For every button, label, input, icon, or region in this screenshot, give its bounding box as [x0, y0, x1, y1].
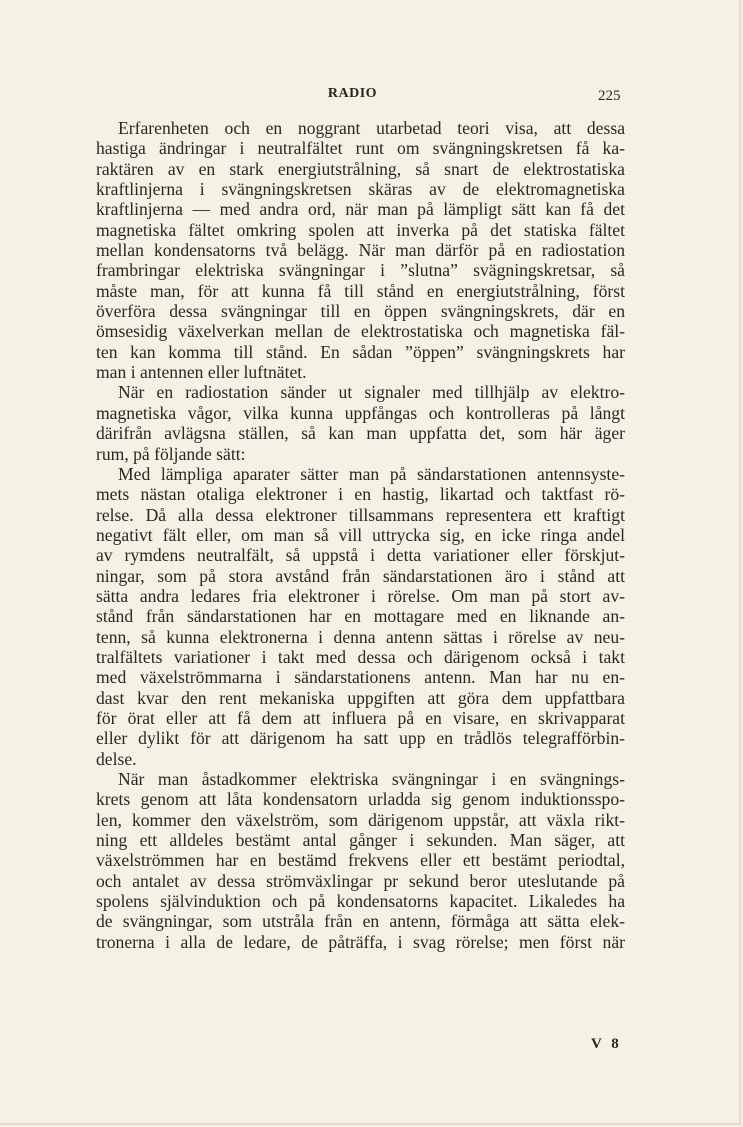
text-line: ömsesidig växelverkan mellan de elektrostatiska och magnetiska fäl-	[96, 321, 625, 342]
paragraph	[96, 118, 625, 382]
text-line: krets genom att låta kondensatorn urladda sig genom induktionsspo-	[96, 789, 625, 810]
text-line: ten kan komma till stånd. En sådan ”öppen” svängningskrets har	[96, 341, 625, 362]
text-line: mets nästan otaliga elektroner i en hastig, likartad och taktfast rö-	[96, 484, 625, 505]
text-line: raktären av en stark energiutstrålning, så snart de elektrostatiska	[96, 158, 625, 179]
text-line: rum, på följande sätt:	[96, 443, 246, 464]
text-line: man i antennen eller luftnätet.	[96, 362, 307, 383]
body-text	[96, 118, 625, 952]
text-line: och antalet av dessa strömväxlingar pr sekund beror uteslutande på	[96, 870, 625, 891]
paragraph	[96, 464, 625, 769]
paragraph	[96, 769, 625, 952]
text-line: av rymdens neutralfält, så uppstå i detta variationer eller förskjut-	[96, 545, 625, 566]
text-line: tralfältets variationer i takt med dessa och därigenom också i takt	[96, 646, 625, 667]
text-line: med växelströmmarna i sändarstationens antenn. Man har nu en-	[96, 667, 625, 688]
signature-mark: V 8	[591, 1036, 622, 1052]
running-header-title: RADIO	[327, 86, 378, 101]
text-line: stånd från sändarstationen har en mottagare med en liknande an-	[96, 606, 625, 627]
text-line: för örat eller att få dem att influera på en visare, en skrivapparat	[96, 707, 625, 728]
page-number: 225	[598, 88, 621, 104]
text-line: eller dylikt för att därigenom ha satt upp en trådlös telegrafförbin-	[96, 728, 625, 749]
text-line: sätta andra ledares fria elektroner i rörelse. Om man på stort av-	[96, 585, 625, 606]
text-line: överföra dessa svängningar till en öppen svängningskrets, där en	[96, 301, 625, 322]
text-line: magnetiska fältet omkring spolen att inverka på det statiska fältet	[96, 219, 625, 240]
text-line: mellan kondensatorns två belägg. När man därför på en radiostation	[96, 240, 625, 261]
text-line: delse.	[96, 748, 137, 769]
text-line: kraftlinjerna i svängningskretsen skäras av de elektromagnetiska	[96, 179, 625, 200]
text-line: ningar, som på stora avstånd från sändarstationen äro i stånd att	[96, 565, 625, 586]
text-line: måste man, för att kunna få till stånd en energiutstrålning, först	[96, 280, 625, 301]
paragraph	[96, 382, 625, 463]
text-line: tenn, så kunna elektronerna i denna antenn sättas i rörelse av neu-	[96, 626, 625, 647]
text-line: dast kvar den rent mekaniska uppgiften att göra dem uppfattbara	[96, 687, 625, 708]
text-line: tronerna i alla de ledare, de påträffa, i svag rörelse; men först när	[96, 931, 625, 952]
text-line: När man åstadkommer elektriska svängningar i en svängnings-	[118, 769, 625, 789]
text-line: därifrån avlägsna ställen, så kan man uppfatta det, som här äger	[96, 423, 625, 444]
text-line: de svängningar, som utstråla från en antenn, förmåga att sätta elek-	[96, 911, 625, 932]
text-line: Med lämpliga aparater sätter man på sändarstationen antennsyste-	[118, 463, 625, 484]
text-line: Erfarenheten och en noggrant utarbetad teori visa, att dessa	[118, 118, 625, 138]
text-line: relse. Då alla dessa elektroner tillsammans representera ett kraftigt	[96, 504, 625, 525]
text-line: magnetiska vågor, vilka kunna uppfångas och kontrolleras på långt	[96, 402, 625, 423]
text-line: frambringar elektriska svängningar i ”slutna” svägningskretsar, så	[96, 260, 625, 281]
text-line: len, kommer den växelström, som därigenom uppstår, att växla rikt-	[96, 809, 625, 830]
text-line: ning ett alldeles bestämt antal gånger i sekunden. Man säger, att	[96, 830, 625, 851]
text-line: hastiga ändringar i neutralfältet runt om svängningskretsen få ka-	[96, 138, 625, 159]
text-line: negativt fält eller, om man så vill uttrycka sig, en icke ringa andel	[96, 524, 625, 545]
text-line: växelströmmen har en bestämd frekvens eller ett bestämt periodtal,	[96, 850, 625, 871]
text-line: När en radiostation sänder ut signaler med tillhjälp av elektro-	[118, 382, 625, 403]
text-line: spolens självinduktion och på kondensatorns kapacitet. Likaledes ha	[96, 891, 625, 912]
text-line: kraftlinjerna — med andra ord, när man på lämpligt sätt kan få det	[96, 199, 625, 220]
